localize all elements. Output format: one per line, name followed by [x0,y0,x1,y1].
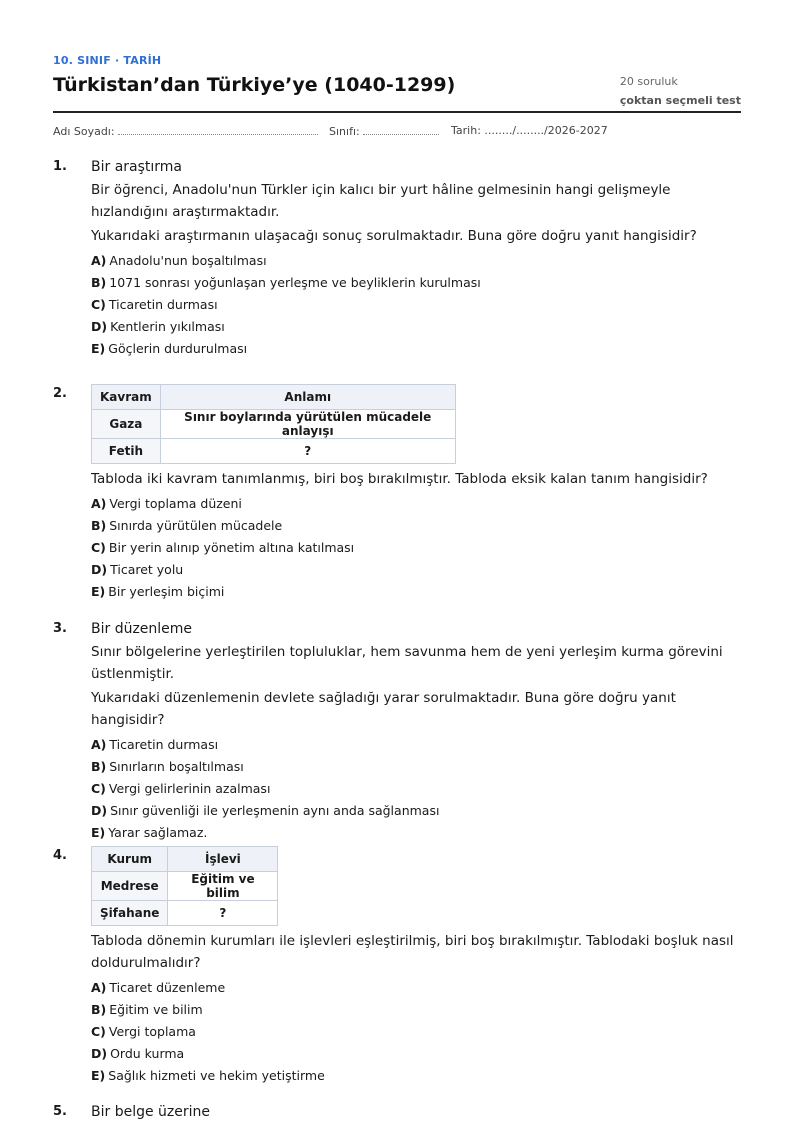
table-cell: Şifahane [92,901,168,926]
options-list [91,493,743,603]
concept-table [91,384,456,464]
option-c[interactable]: C) Vergi toplama [91,1024,196,1039]
question-number: 3. [53,621,67,636]
option-a[interactable]: A) Vergi toplama düzeni [91,496,242,511]
option-b[interactable]: B) Sınırda yürütülen mücadele [91,518,283,533]
question-heading: Bir belge üzerine [91,1104,211,1120]
test-meta [620,72,741,110]
institution-table [91,846,278,926]
option-b[interactable]: B) Sınırların boşaltılması [91,759,244,774]
question-1 [53,157,743,360]
option-a[interactable]: A) Anadolu'nun boşaltılması [91,253,267,268]
option-e[interactable]: E) Sağlık hizmeti ve hekim yetiştirme [91,1068,325,1083]
question-number: 5. [53,1104,67,1119]
option-c[interactable]: C) Bir yerin alınıp yönetim altına katılması [91,540,355,555]
table-cell: Gaza [92,410,161,439]
test-type: çoktan seçmeli test [619,94,741,107]
table-row [92,439,456,464]
question-count: 20 soruluk [619,75,678,88]
question-2 [53,384,743,603]
date-value: ......../......../2026-2027 [484,124,608,137]
option-d[interactable]: D) Sınır güvenliği ile yerleşmenin aynı anda sağlanması [91,803,440,818]
table-header: Kavram [92,385,161,410]
table-row [92,901,278,926]
table-header: Anlamı [160,385,455,410]
option-e[interactable]: E) Göçlerin durdurulması [91,341,248,356]
date-field[interactable] [451,124,608,137]
question-number: 1. [53,159,67,174]
question-text: Bir öğrenci, Anadolu'nun Türkler için kalıcı bir yurt hâline gelmesinin hangi gelişmeyle hızlandığını araştırmaktadır. [91,182,671,220]
question-5 [53,1102,743,1122]
class-label: Sınıfı: [329,125,360,138]
table-cell: Eğitim ve bilim [168,872,278,901]
options-list [91,977,743,1087]
table-cell: Fetih [92,439,161,464]
table-cell: Sınır boylarında yürütülen mücadele anlayışı [160,410,455,439]
option-e[interactable]: E) Bir yerleşim biçimi [91,584,225,599]
table-header: Kurum [92,847,168,872]
name-label: Adı Soyadı: [53,125,115,138]
table-cell: ? [168,901,278,926]
table-header: İşlevi [168,847,278,872]
name-line[interactable] [118,124,318,135]
question-prompt: Tabloda iki kavram tanımlanmış, biri boş bırakılmıştır. Tabloda eksik kalan tanım hangisidir? [91,471,708,487]
question-3 [53,619,743,844]
question-heading: Bir düzenleme [91,621,193,637]
table-row [92,410,456,439]
option-a[interactable]: A) Ticaretin durması [91,737,219,752]
question-number: 2. [53,386,67,401]
option-d[interactable]: D) Ordu kurma [91,1046,185,1061]
name-field[interactable] [53,124,318,138]
table-row [92,872,278,901]
options-list [91,734,743,844]
class-line[interactable] [363,124,439,135]
option-e[interactable]: E) Yarar sağlamaz. [91,825,208,840]
option-c[interactable]: C) Ticaretin durması [91,297,218,312]
option-d[interactable]: D) Ticaret yolu [91,562,184,577]
option-b[interactable]: B) 1071 sonrası yoğunlaşan yerleşme ve beyliklerin kurulması [91,275,481,290]
subject-label: 10. SINIF · TARİH [53,54,162,67]
question-prompt: Yukarıdaki düzenlemenin devlete sağladığı yarar sorulmaktadır. Buna göre doğru yanıt hangisidir? [91,690,676,728]
page-title: Türkistan’dan Türkiye’ye (1040-1299) [53,74,456,96]
options-list [91,250,743,360]
student-info-fields [53,124,741,140]
option-c[interactable]: C) Vergi gelirlerinin azalması [91,781,271,796]
worksheet-header [53,54,741,107]
option-b[interactable]: B) Eğitim ve bilim [91,1002,203,1017]
question-4 [53,846,743,1087]
header-divider [53,111,741,113]
option-a[interactable]: A) Ticaret düzenleme [91,980,226,995]
class-field[interactable] [329,124,439,138]
question-heading: Bir araştırma [91,159,183,175]
date-label: Tarih: [451,124,481,137]
table-cell: ? [160,439,455,464]
question-number: 4. [53,848,67,863]
question-text: Sınır bölgelerine yerleştirilen topluluklar, hem savunma hem de yeni yerleşim kurma görevini üstlenmiştir. [91,644,723,682]
table-cell: Medrese [92,872,168,901]
question-prompt: Tabloda dönemin kurumları ile işlevleri eşleştirilmiş, biri boş bırakılmıştır. Tablodaki boşluk nasıl doldurulmalıdır? [91,933,734,971]
option-d[interactable]: D) Kentlerin yıkılması [91,319,225,334]
question-prompt: Yukarıdaki araştırmanın ulaşacağı sonuç sorulmaktadır. Buna göre doğru yanıt hangisidir? [91,228,697,244]
